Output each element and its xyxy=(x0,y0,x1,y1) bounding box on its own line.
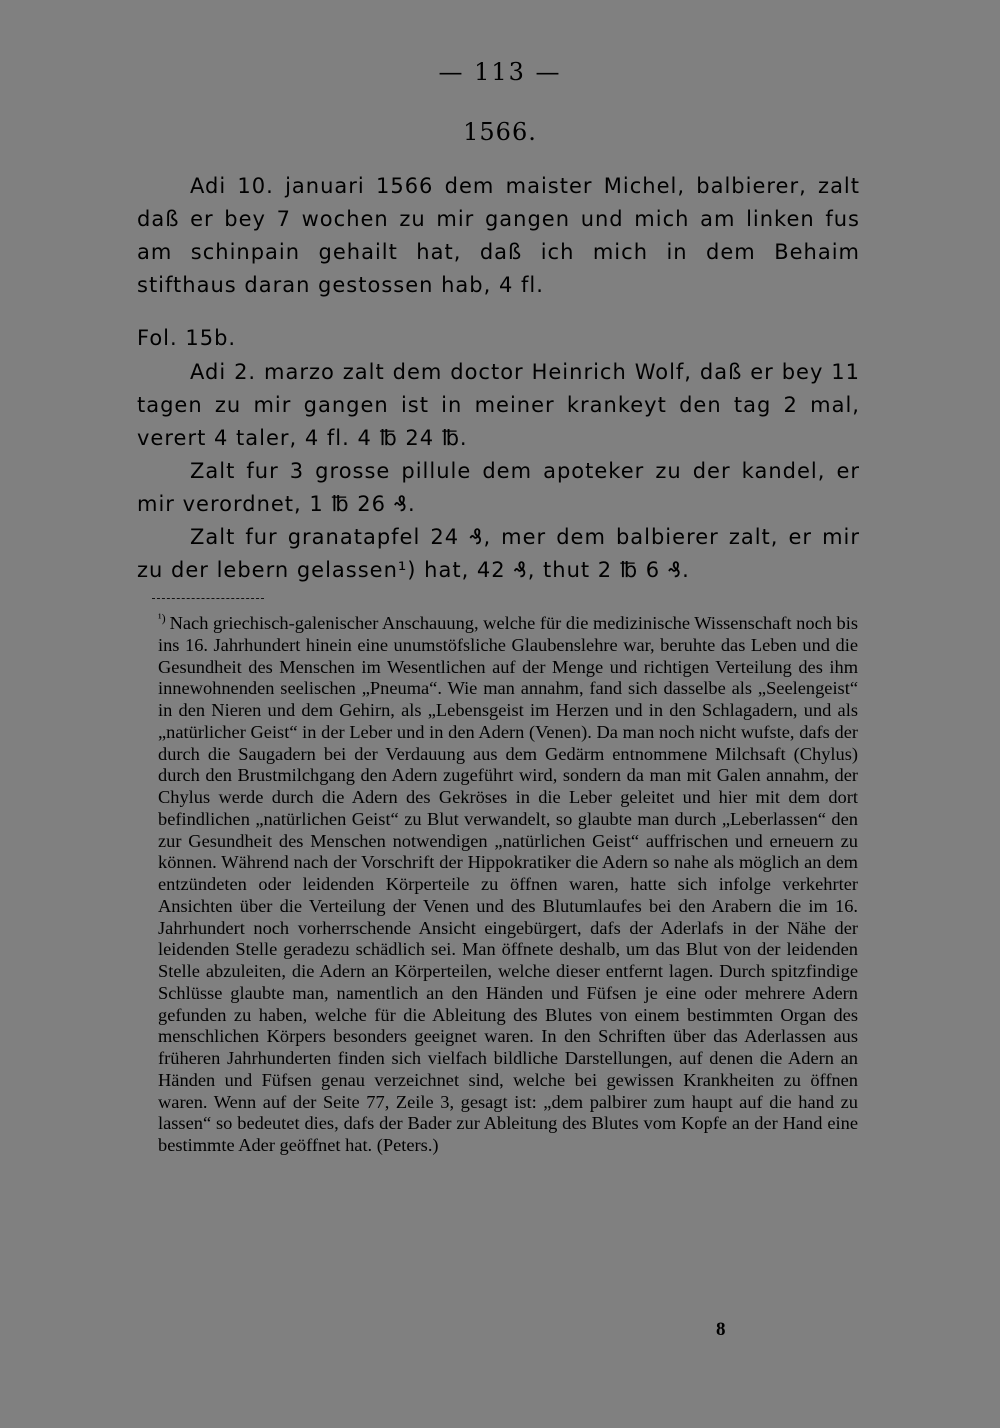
entry-2 xyxy=(137,356,860,587)
footnote-text: Nach griechisch-galenischer Anschauung, welche für die medizinische Wissenschaft noch bis ins 16. Jahrhundert hinein eine unumstöfsliche Glaubenslehre war, beruhte das Leben und die Gesundheit des Menschen im Wesentlichen auf der Menge und richtigen Verteilung des ihm innewohnenden seelischen „Pneuma“. Wie man annahm, fand sich dasselbe als „Seelengeist“ in den Nieren und dem Gehirn, als „Lebensgeist im Herzen und in den Schlagadern, und als „natürlicher Geist“ in der Leber und in den Adern (Venen). Da man noch nicht wufste, dafs der durch die Saugadern bei der Verdauung aus dem Gedärm entnommene Milchsaft (Chylus) durch den Brustmilchgang den Adern zugeführt wird, sondern da man mit Galen annahm, der Chylus werde durch die Adern des Gekröses in die Leber geleitet und hier mit dem dort befindlichen „natürlichen Geist“ zu Blut verwandelt, so glaubte man durch „Leberlassen“ den zur Gesundheit des Menschen notwendigen „natürlichen Geist“ auffrischen und erneuern zu können. Während nach der Vorschrift der Hippokratiker die Adern so nahe als möglich an dem entzündeten oder leidenden Körperteile zu öffnen waren, hatte sich infolge verkehrter Ansichten über die Verteilung der Venen und des Blutumlaufes bei den Arabern die im 16. Jahrhundert noch vorherrschende Ansicht eingebürgert, dafs der Aderlafs in der Nähe der leidenden Stelle geradezu schädlich sei. Man öffnete deshalb, um das Blut von der leidenden Stelle abzuleiten, die Adern an Körperteilen, welche dieser entfernt lagen. Durch spitzfindige Schlüsse glaubte man, namentlich an den Händen und Füfsen je eine oder mehrere Adern gefunden zu haben, welche für die Ableitung des Blutes von einem bestimmten Organ des menschlichen Körpers besonders geeignet waren. In den Schriften über das Aderlassen aus früheren Jahrhunderten finden sich vielfach bildliche Darstellungen, auf denen die Adern an Händen und Füfsen genau verzeichnet sind, welche bei gewissen Krankheiten zu öffnen waren. Wenn auf der Seite 77, Zeile 3, gesagt ist: „dem palbirer zum haupt auf die hand zu lassen“ so bedeutet dies, dafs der Bader zur Ableitung des Blutes vom Kopfe an der Hand eine bestimmte Ader geöffnet hat. (Peters.) xyxy=(158,613,858,1156)
entry-2-paragraph-3: Zalt fur granatapfel 24 ₰, mer dem balbierer zalt, er mir zu der lebern gelassen¹) hat, 42 ₰, thut 2 ℔ 6 ₰. xyxy=(137,525,860,582)
signature-mark: 8 xyxy=(716,1319,726,1340)
folio-label: Fol. 15b. xyxy=(137,326,237,350)
footnote-separator xyxy=(152,598,264,599)
entry-2-paragraph-1: Adi 2. marzo zalt dem doctor Heinrich Wolf, daß er bey 11 tagen zu mir gangen ist in meiner krankeyt den tag 2 mal, verert 4 taler, 4 fl. 4 ℔ 24 ℔. xyxy=(137,360,860,450)
entry-1-text: Adi 10. januari 1566 dem maister Michel, balbierer, zalt daß er bey 7 wochen zu mir gangen und mich am linken fus am schinpain gehailt hat, daß ich mich in dem Behaim stifthaus daran gestossen hab, 4 fl. xyxy=(137,174,860,297)
entry-1 xyxy=(137,170,860,302)
entry-2-paragraph-2: Zalt fur 3 grosse pillule dem apoteker zu der kandel, er mir verordnet, 1 ℔ 26 ₰. xyxy=(137,459,860,516)
footnote xyxy=(158,608,858,1157)
footnote-marker: ¹) xyxy=(158,611,166,625)
page-header: — 113 — xyxy=(438,58,562,86)
year-heading: 1566. xyxy=(463,118,537,146)
